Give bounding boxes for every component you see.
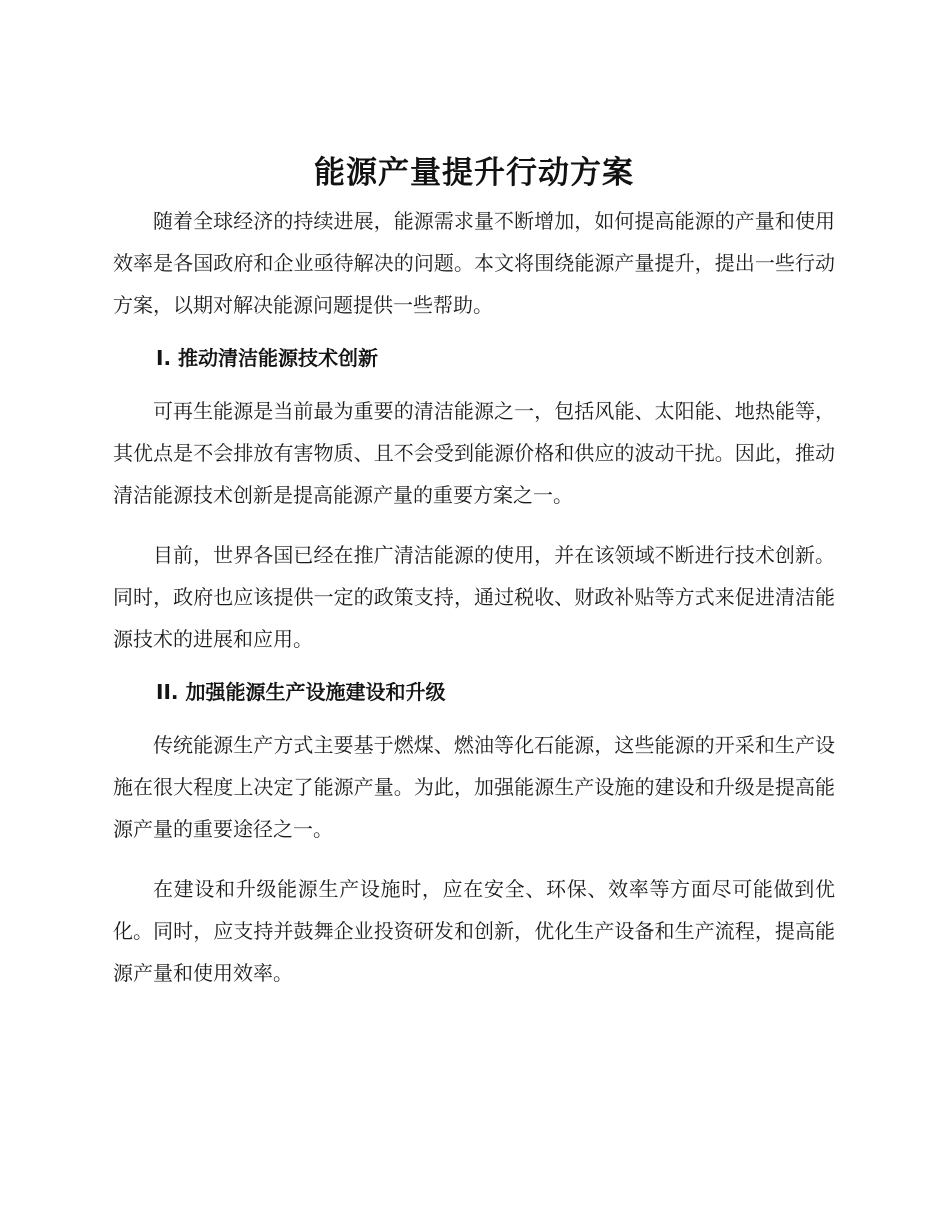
- document-body: [113, 148, 835, 1012]
- section-paragraph: 传统能源生产方式主要基于燃煤、燃油等化石能源，这些能源的开采和生产设施在很大程度上决定了能源产量。为此，加强能源生产设施的建设和升级是提高能源产量的重要途径之一。: [113, 733, 835, 841]
- section-clean-energy: [113, 344, 835, 660]
- intro-paragraph: 随着全球经济的持续进展，能源需求量不断增加，如何提高能源的产量和使用效率是各国政府和企业亟待解决的问题。本文将围绕能源产量提升，提出一些行动方案，以期对解决能源问题提供一些帮助。: [113, 209, 835, 317]
- document-title: 能源产量提升行动方案: [314, 155, 634, 191]
- section-heading: I. 推动清洁能源技术创新: [156, 346, 379, 370]
- section-paragraph: 可再生能源是当前最为重要的清洁能源之一，包括风能、太阳能、地热能等，其优点是不会排放有害物质、且不会受到能源价格和供应的波动干扰。因此，推动清洁能源技术创新是提高能源产量的重要方案之一。: [113, 399, 835, 507]
- section-paragraph: 在建设和升级能源生产设施时，应在安全、环保、效率等方面尽可能做到优化。同时，应支持并鼓舞企业投资研发和创新，优化生产设备和生产流程，提高能源产量和使用效率。: [113, 877, 835, 985]
- section-paragraph: 目前，世界各国已经在推广清洁能源的使用，并在该领域不断进行技术创新。同时，政府也应该提供一定的政策支持，通过税收、财政补贴等方式来促进清洁能源技术的进展和应用。: [113, 543, 835, 651]
- section-production-facilities: [113, 678, 835, 994]
- section-heading: II. 加强能源生产设施建设和升级: [156, 680, 446, 704]
